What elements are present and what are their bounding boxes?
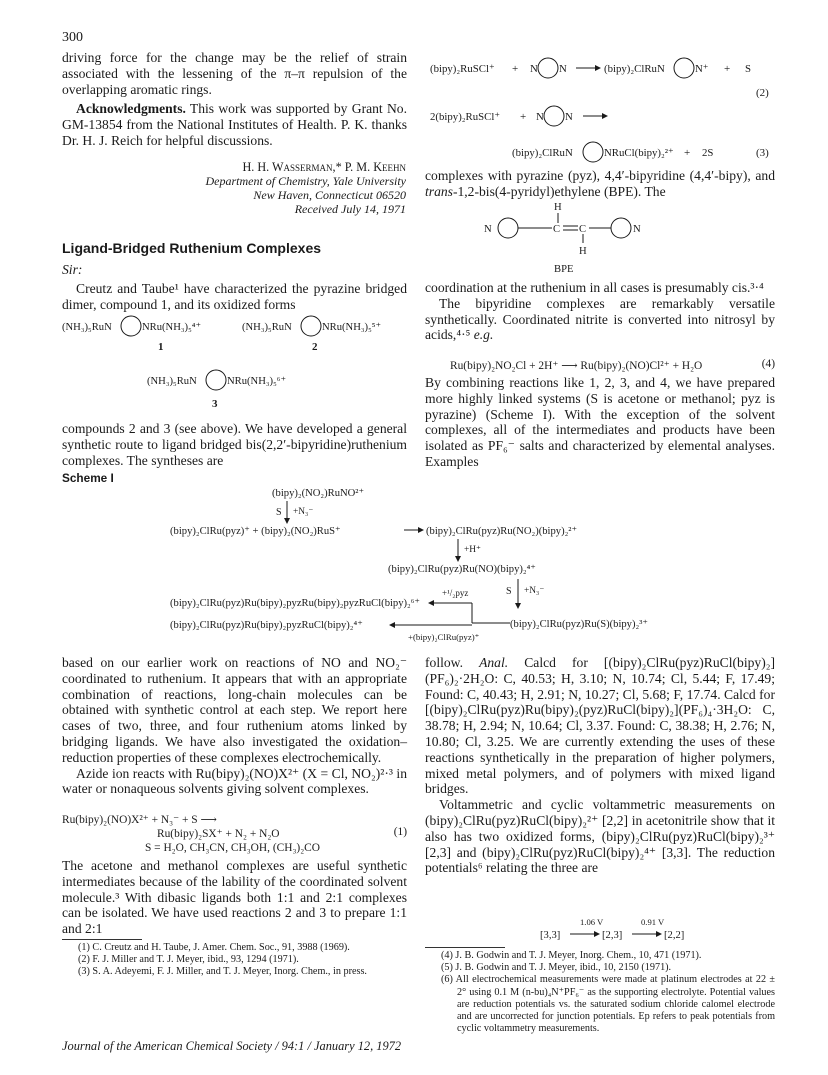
left-top-column bbox=[62, 50, 407, 149]
potential-v2: 0.91 V bbox=[641, 917, 665, 927]
article-title: Ligand-Bridged Ruthenium Complexes bbox=[62, 240, 322, 256]
article-paragraph-1: Creutz and Taube¹ have characterized the pyrazine bridged dimer, compound 1, and its oxidized forms bbox=[62, 281, 407, 312]
scheme-label: Scheme I bbox=[62, 471, 114, 485]
pyrazine-ring-icon bbox=[301, 316, 321, 336]
equations-2-3 bbox=[420, 52, 775, 167]
scheme-row5-left: (bipy)₂ClRu(pyz)Ru(bipy)₂pyzRuCl(bipy)₂⁴⁺ bbox=[170, 620, 363, 631]
bpe-structure bbox=[470, 198, 670, 278]
scheme-row5-reagent: +(bipy)₂ClRu(pyz)⁺ bbox=[408, 632, 480, 642]
eq3-number: (3) bbox=[756, 147, 769, 159]
footnote-6: (6) All electrochemical measurements were made at platinum electrodes at 22 ± 2° using 0.1 M (n-bu)₄N⁺PF₆⁻ as the supporting electrolyte. Potential values are reduction potentials vs. the saturated sodium chloride calomel electrode and are uncorrected for junction potentials. Ep refers to peak potentials from cyclic voltammetry measurements. bbox=[441, 974, 775, 1035]
compound-2-label: 2 bbox=[312, 341, 318, 353]
eq3-reactant: 2(bipy)₂RuSCl⁺ bbox=[430, 111, 501, 123]
pyrazine-ring-icon bbox=[583, 142, 603, 162]
eq2-solvent: S bbox=[745, 63, 752, 75]
footnote-rule-right bbox=[425, 947, 505, 948]
eq2-product-right: N⁺ bbox=[695, 63, 709, 75]
acknowledgments-heading: Acknowledgments. bbox=[76, 101, 186, 117]
footnote-3: (3) S. A. Adeyemi, F. J. Miller, and T. J. Meyer, Inorg. Chem., in press. bbox=[78, 966, 367, 978]
scheme-step1-s: S bbox=[276, 507, 282, 518]
eq2-plus: + bbox=[512, 63, 519, 75]
eq4-right: Ru(bipy)₂(NO)Cl²⁺ + H₂O bbox=[580, 360, 703, 372]
pyrazine-ring-icon bbox=[544, 106, 564, 126]
acknowledgments-body: This work was supported by Grant No. GM-13854 from the National Institutes of Health. P. K. thanks Dr. H. J. Reich for helpful discussions. bbox=[62, 101, 407, 148]
eq2-number: (2) bbox=[756, 87, 769, 99]
footnote-2: (2) F. J. Miller and T. J. Meyer, ibid., 93, 1294 (1971). bbox=[78, 954, 299, 966]
bl-paragraph-3: The acetone and methanol complexes are useful synthetic intermediates because of the lability of the coordinated solvent molecule.³ With dibasic ligands both 1:1 and 2:1 complexes can be isolated. We have used reactions 2 and 3 to prepare 1:1 and 2:1 bbox=[62, 858, 407, 937]
bpe-c1: C bbox=[553, 224, 561, 235]
journal-footer: Journal of the American Chemical Society / 94:1 / January 12, 1972 bbox=[62, 1039, 402, 1053]
eq4-left: Ru(bipy)₂NO₂Cl + 2H⁺ bbox=[450, 360, 559, 372]
eq3-n2: N bbox=[565, 111, 573, 123]
right-paragraph-3: By combining reactions like 1, 2, 3, and 4, we have prepared more highly linked systems (S is acetone or methanol; pyz is pyrazine) (Scheme I). With the exception of the solvent complexes, all of the intermediates and products have been isolated as PF₆⁻ salts and characterized by elemental analyses. Examples bbox=[425, 375, 775, 469]
eq2-product-left: (bipy)₂ClRuN bbox=[604, 63, 665, 75]
pyrazine-ring-icon bbox=[121, 316, 141, 336]
eq1-left: Ru(bipy)₂(NO)X²⁺ + N₃⁻ + S bbox=[62, 814, 198, 826]
potential-state-33: [3,3] bbox=[540, 930, 561, 941]
pyrazine-ring-icon bbox=[206, 370, 226, 390]
equation-2 bbox=[430, 58, 769, 99]
footnotes-left bbox=[78, 942, 407, 979]
bpe-c2: C bbox=[579, 224, 587, 235]
pyridine-ring-icon bbox=[498, 218, 518, 238]
eq3-solvent: 2S bbox=[702, 147, 714, 159]
reaction-arrow-icon: ⟶ bbox=[561, 360, 578, 372]
pyrazine-ring-icon bbox=[674, 58, 694, 78]
eq1-solvents: S = H₂O, CH₃CN, CH₃OH, (CH₃)₂CO bbox=[145, 842, 321, 854]
scheme-step1-reagent: +N₃⁻ bbox=[293, 507, 314, 517]
bottom-right-column bbox=[425, 655, 775, 876]
potential-v1: 1.06 V bbox=[580, 917, 604, 927]
scheme-1-diagram bbox=[62, 482, 775, 644]
compound-1-left: (NH₃)₅RuN bbox=[62, 322, 112, 333]
pyrazine-ring-icon bbox=[538, 58, 558, 78]
scheme-row3: (bipy)₂ClRu(pyz)Ru(NO)(bipy)₂⁴⁺ bbox=[388, 564, 536, 575]
salutation: Sir: bbox=[62, 262, 83, 277]
scheme-half-pyz: +¹/₂pyz bbox=[442, 588, 469, 598]
eq2-n1: N bbox=[530, 63, 538, 75]
eq1-number: (1) bbox=[393, 826, 407, 838]
scheme-row2-right: (bipy)₂ClRu(pyz)Ru(NO₂)(bipy)₂²⁺ bbox=[426, 526, 578, 537]
br-paragraph-2: Voltammetric and cyclic voltammetric measurements on (bipy)₂ClRu(pyz)RuCl(bipy)₂²⁺ [2,2] in acetonitrile show that it also has two oxidized forms, (bipy)₂ClRu(pyz)RuCl(bipy)₂³⁺ [2,3] and (bipy)₂ClRu(pyz)RuCl(bipy)₂⁴⁺ [3,3]. The reduction potentials⁶ relating the three are bbox=[425, 797, 775, 876]
intro-paragraph: driving force for the change may be the relief of strain associated with the lessening of the π–π repulsion of the overlapping aromatic rings. bbox=[62, 50, 407, 97]
received-date: Received July 14, 1971 bbox=[294, 202, 406, 216]
bpe-n-left: N bbox=[484, 224, 492, 235]
bpe-h-top: H bbox=[554, 202, 562, 213]
br-paragraph-1: follow. Anal. Calcd for [(bipy)₂ClRu(pyz)RuCl(bipy)₂](PF₆)₂·2H₂O: C, 40.53; H, 3.10; N, 10.74; Cl, 5.44; F, 17.49; Found: C, 40.43; H, 2.91; N, 10.27; Cl, 5.68; F, 17.74. Calcd for [(bipy)₂ClRu(pyz)Ru(bipy)₂(pyz)RuCl(bipy)₂](PF₆)₄·3H₂O: C, 38.78; H, 2.94; N, 10.64; Cl, 3.37. Found: C, 38.38; H, 2.76; N, 10.80; Cl, 3.25. We are currently extending the uses of these reactions synthetically in the preparation of higher polymers, mixed metal polymers, and of polymers with mixed ligand bridges. bbox=[425, 655, 775, 797]
reaction-arrow-icon: ⟶ bbox=[200, 814, 217, 826]
bpe-label: BPE bbox=[554, 264, 574, 275]
scheme-step3-s: S bbox=[506, 586, 512, 597]
acknowledgments bbox=[62, 101, 407, 148]
eq3-n1: N bbox=[536, 111, 544, 123]
compound-2-right: NRu(NH₃)₅⁵⁺ bbox=[322, 322, 382, 333]
equation-1 bbox=[62, 812, 407, 852]
reduction-potentials bbox=[540, 914, 700, 944]
footnote-1: (1) C. Creutz and H. Taube, J. Amer. Chem. Soc., 91, 3988 (1969). bbox=[78, 942, 350, 953]
compound-structures bbox=[62, 312, 407, 412]
bl-paragraph-1: based on our earlier work on reactions of NO and NO₂⁻ coordinated to ruthenium. It appears that with an appropriate combination of reactions, long-chain molecules can be obtained with synthetic control at each step. We report here cases of two, three, and four ruthenium atoms linked by bridging ligands. We have also investigated the oxidation–reduction properties of these complexes electrochemically. bbox=[62, 655, 407, 765]
footnote-4: (4) J. B. Godwin and T. J. Meyer, Inorg. Chem., 10, 471 (1971). bbox=[441, 950, 702, 961]
eq2-reactant: (bipy)₂RuSCl⁺ bbox=[430, 63, 495, 75]
affiliation-2: New Haven, Connecticut 06520 bbox=[253, 188, 406, 202]
scheme-top: (bipy)₂(NO₂)RuNO²⁺ bbox=[272, 488, 365, 499]
compound-1 bbox=[62, 316, 201, 353]
right-paragraph-1: complexes with pyrazine (pyz), 4,4′-bipyridine (4,4′-bipy), and trans-1,2-bis(4-pyridyl)ethylene (BPE). The bbox=[425, 168, 775, 199]
scheme-step2-reagent: +H⁺ bbox=[464, 545, 482, 555]
compound-2-left: (NH₃)₅RuN bbox=[242, 322, 292, 333]
equation-3 bbox=[430, 106, 769, 162]
authors: H. H. Wasserman,* P. M. Keehn bbox=[242, 160, 406, 174]
article-paragraph-2: compounds 2 and 3 (see above). We have developed a general synthetic route to ligand bridged bis(2,2′-bipyridine)ruthenium complexes. The syntheses are bbox=[62, 421, 407, 468]
compound-3-label: 3 bbox=[212, 398, 218, 410]
footnote-rule bbox=[62, 939, 142, 940]
compound-3-right: NRu(NH₃)₅⁶⁺ bbox=[227, 376, 287, 387]
compound-3 bbox=[147, 370, 286, 410]
footnote-5: (5) J. B. Godwin and T. J. Meyer, ibid., 10, 2150 (1971). bbox=[441, 962, 672, 974]
eq3-product-right: NRuCl(bipy)₂²⁺ bbox=[604, 147, 674, 159]
page-number: 300 bbox=[62, 30, 83, 45]
compound-1-label: 1 bbox=[158, 341, 164, 353]
compound-2 bbox=[242, 316, 381, 353]
bl-paragraph-2: Azide ion reacts with Ru(bipy)₂(NO)X²⁺ (X = Cl, NO₂)²·³ in water or nonaqueous solvents giving solvent complexes. bbox=[62, 765, 407, 797]
scheme-row2-left: (bipy)₂ClRu(pyz)⁺ + (bipy)₂(NO₂)RuS⁺ bbox=[170, 526, 341, 537]
scheme-row4-left: (bipy)₂ClRu(pyz)Ru(bipy)₂pyzRu(bipy)₂pyzRuCl(bipy)₂⁶⁺ bbox=[170, 598, 421, 609]
potential-state-22: [2,2] bbox=[664, 930, 685, 941]
bottom-left-column bbox=[62, 655, 407, 797]
equation-4 bbox=[450, 358, 775, 372]
compound-1-right: NRu(NH₃)₅⁴⁺ bbox=[142, 322, 202, 333]
signature-block bbox=[180, 160, 406, 216]
eq2-n2: N bbox=[559, 63, 567, 75]
affiliation-1: Department of Chemistry, Yale University bbox=[205, 174, 406, 188]
eq3-product-left: (bipy)₂ClRuN bbox=[512, 147, 573, 159]
eq2-plus-2: + bbox=[724, 63, 731, 75]
eq3-plus-2: + bbox=[684, 147, 691, 159]
pyridine-ring-icon bbox=[611, 218, 631, 238]
scheme-step3-reagent: +N₃⁻ bbox=[524, 586, 545, 596]
bpe-n-right: N bbox=[633, 224, 641, 235]
right-paragraph-2: coordination at the ruthenium in all cases is presumably cis.³·⁴ The bipyridine complexes are remarkably versatile synthetically. Coordinated nitrite is converted into nitrosyl by acids,⁴·⁵ e.g. bbox=[425, 280, 775, 343]
compound-3-left: (NH₃)₅RuN bbox=[147, 376, 197, 387]
eq4-number: (4) bbox=[761, 358, 775, 370]
bpe-h-bottom: H bbox=[579, 246, 587, 257]
footnotes-right bbox=[441, 950, 775, 1035]
eq3-plus: + bbox=[520, 111, 527, 123]
scheme-row4-right: (bipy)₂ClRu(pyz)Ru(S)(bipy)₂³⁺ bbox=[510, 619, 648, 630]
eq1-right: Ru(bipy)₂SX⁺ + N₂ + N₂O bbox=[157, 828, 280, 840]
potential-state-23: [2,3] bbox=[602, 930, 623, 941]
